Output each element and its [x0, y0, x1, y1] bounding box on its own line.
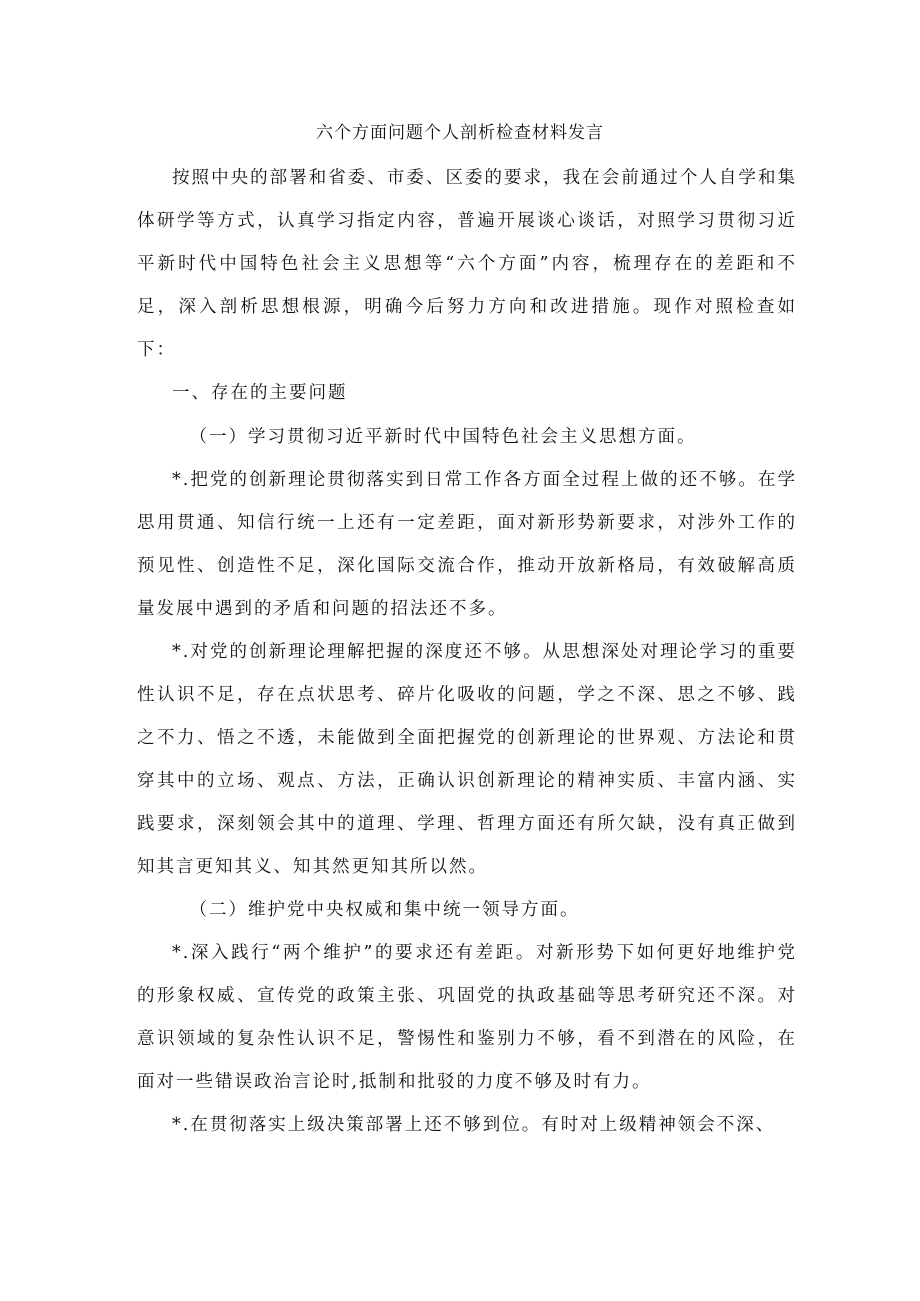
- paragraph-item-2-1: *.深入践行“两个维护”的要求还有差距。对新形势下如何更好地维护党的形象权威、宣传党的政策主张、巩固党的执政基础等思考研究还不深。对意识领域的复杂性认识不足，警惕性和鉴别力不够，看不到潜在的风险，在面对一些错误政治言论时,抵制和批驳的力度不够及时有力。: [137, 943, 797, 1092]
- subsection-heading-2: （二）维护党中央权威和集中统一领导方面。: [189, 900, 580, 920]
- section-heading-problems: 一、存在的主要问题: [172, 383, 348, 403]
- paragraph-item-1-2: *.对党的创新理论理解把握的深度还不够。从思想深处对理论学习的重要性认识不足，存在点状思考、碎片化吸收的问题，学之不深、思之不够、践之不力、悟之不透，未能做到全面把握党的创新理论的世界观、方法论和贯穿其中的立场、观点、方法，正确认识创新理论的精神实质、丰富内涵、实践要求，深刻领会其中的道理、学理、哲理方面还有所欠缺，没有真正做到知其言更知其义、知其然更知其所以然。: [137, 642, 797, 877]
- paragraph-item-1-1: *.把党的创新理论贯彻落实到日常工作各方面全过程上做的还不够。在学思用贯通、知信行统一上还有一定差距，面对新形势新要求，对涉外工作的预见性、创造性不足，深化国际交流合作，推动开放新格局，有效破解高质量发展中遇到的矛盾和问题的招法还不多。: [137, 470, 797, 619]
- subsection-heading-1: （一）学习贯彻习近平新时代中国特色社会主义思想方面。: [189, 427, 697, 447]
- paragraph-item-2-2: *.在贯彻落实上级决策部署上还不够到位。有时对上级精神领会不深、: [172, 1115, 776, 1135]
- document-title: 六个方面问题个人剖析检查材料发言: [316, 123, 604, 143]
- intro-paragraph: 按照中央的部署和省委、市委、区委的要求，我在会前通过个人自学和集体研学等方式，认真学习指定内容，普遍开展谈心谈话，对照学习贯彻习近平新时代中国特色社会主义思想等“六个方面”内容，梳理存在的差距和不足，深入剖析思想根源，明确今后努力方向和改进措施。现作对照检查如下：: [137, 168, 797, 360]
